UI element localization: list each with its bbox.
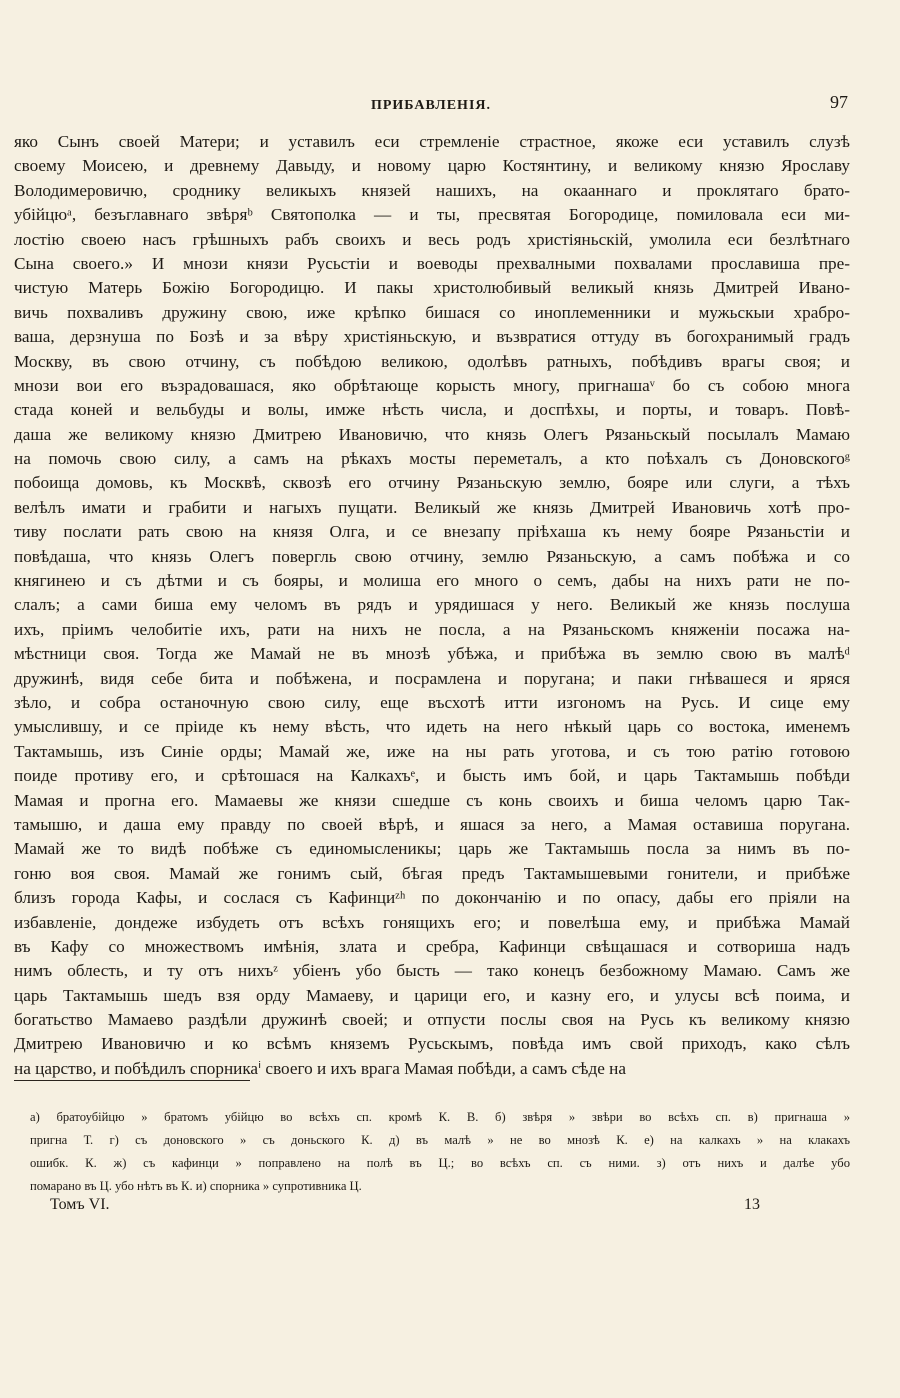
text-line: дружинѣ, видя себе бита и побѣжена, и посрамлена и поругана; и паки гнѣвашеся и яряся [14, 668, 850, 688]
text-line: зѣло, и собра останочную свою силу, еще въсхотѣ итти изгономъ на Русь. И сице ему [14, 692, 850, 712]
footnote-line: а) братоубійцю » братомъ убійцю во всѣхъ сп. кромѣ К. В. б) звѣря » звѣри во всѣхъ сп. в) пригнаша » [30, 1110, 850, 1124]
text-line: слалъ; а сами биша ему челомъ въ рядъ и урядишася у него. Великый же князь послуша [14, 595, 850, 615]
text-line: велѣлъ имати и грабити и нагыхъ пущати. Великый же князь Дмитрей Ивановичь хотѣ про- [14, 497, 850, 517]
text-line: мѣстници своя. Тогда же Мамай не въ мнозѣ убѣжа, и прибѣжа въ землю свою въ малѣᵈ [14, 644, 850, 664]
text-line: Дмитрею Ивановичю и ко всѣмъ княземъ Русьскымъ, повѣда имъ свой приходъ, како сѣлъ [14, 1034, 850, 1054]
text-line: своему Моисею, и древнему Давыду, и новому царю Костянтину, и великому князю Ярославу [14, 156, 850, 176]
text-line: ихъ, пріимъ челобитіе ихъ, рати на нихъ не посла, а на Рязаньскомъ княженіи посажа на- [14, 619, 850, 639]
text-line: богатьство Мамаево раздѣли дружинѣ своей; и отпусти послы своя на Русь къ великому князю [14, 1010, 850, 1030]
text-line: гоню воя своя. Мамай же гонимъ сый, бѣгая предъ Тактамышевыми гонители, и прибѣже [14, 863, 850, 883]
footnote-line: ошибк. К. ж) съ кафинци » поправлено на полѣ въ Ц.; во всѣхъ сп. съ ними. з) отъ нихъ и далѣе убо [30, 1156, 850, 1170]
text-line: поиде противу его, и срѣтошася на Калкахъᵉ, и бысть имъ бой, и царь Тактамышь побѣди [14, 766, 850, 786]
text-line: повѣдаша, что князь Олегъ повергль свою отчину, землю Рязаньскую, а самъ побѣжа и со [14, 546, 850, 566]
text-line: яко Сынъ своей Матери; и уставилъ еси стремленіе страстное, якоже еси уставилъ слузѣ [14, 132, 850, 151]
text-line: княгинею и съ дѣтми и съ бояры, и молиша его много о семъ, дабы на нихъ рати не по- [14, 571, 850, 591]
page-footer [14, 1196, 850, 1218]
footnotes [30, 1106, 850, 1198]
footnote-line: помарано въ Ц. убо нѣтъ въ К. и) спорника » супротивника Ц. [30, 1179, 362, 1193]
running-head: ПРИБАВЛЕНІЯ. [370, 98, 492, 113]
body-text [14, 130, 850, 1081]
signature-mark: 13 [744, 1196, 760, 1213]
text-line: нимъ облесть, и ту отъ нихъᶻ убіенъ убо бысть — тако конецъ безбожному Мамаю. Самъ же [14, 961, 850, 981]
text-line: Володимеровичю, сроднику великыхъ князей нашихъ, на окааннаго и проклятаго брато- [14, 180, 850, 200]
footnote-line: пригна Т. г) съ доновского » съ доньского К. д) въ малѣ » не во мнозѣ К. е) на калкахъ » на клакахъ [30, 1133, 850, 1147]
text-line: Сына своего.» И мнози князи Русьстіи и воеводы прехвалными похвалами прославиша пре- [14, 253, 850, 273]
text-line: побоища домовь, къ Москвѣ, сквозѣ его отчину Рязаньскую землю, бояре или слуги, а тѣхъ [14, 473, 850, 493]
text-line: мнози вои его възрадовашася, яко обрѣтающе корысть многу, пригнашаᵛ бо съ собою многа [14, 375, 850, 395]
text-line: въ Кафу со множествомъ имѣнія, злата и сребра, Кафинци свѣщашася и сотвориша надъ [14, 936, 850, 956]
text-line: стада коней и вельбуды и волы, имже нѣсть числа, и доспѣхы, и порты, и товаръ. Повѣ- [14, 400, 850, 420]
text-line: лостію своею насъ грѣшныхъ рабъ своихъ и весь родъ христіяньскій, умолила еси безлѣтнаго [14, 229, 850, 249]
text-line: царь Тактамышь шедъ взя орду Мамаеву, и царици его, и казну его, и улусы всѣ поима, и [14, 985, 850, 1005]
page-number: 97 [830, 92, 848, 112]
text-line: Москву, въ свою отчину, съ побѣдою великою, одолѣвъ ратныхъ, побѣдивъ врагы своя; и [14, 351, 850, 371]
text-line: умыслившу, и се пріиде къ нему вѣсть, что идеть на него нѣкый царь со востока, именемъ [14, 717, 850, 737]
text-line: на помочь свою силу, а самъ на рѣкахъ мосты переметалъ, а кто поѣхалъ съ Доновскогоᵍ [14, 449, 850, 469]
footnote-rule [14, 1080, 250, 1081]
text-line: избавленіе, дондеже избудеть отъ всѣхъ гонящихъ его; и повелѣша ему, и прибѣжа Мамай [14, 912, 850, 932]
text-line: тамышю, и даша ему правду по своей вѣрѣ, и яшася за него, а Мамая оставиша поругана. [14, 814, 850, 834]
text-line: Мамая и прогна его. Мамаевы же князи сшедше съ конь своихъ и биша челомъ царю Так- [14, 790, 850, 810]
text-line: вичь похваливъ дружину свою, иже крѣпко бишася со иноплеменники и мужьскыи храбро- [14, 302, 850, 322]
text-line: Мамай же то видѣ побѣже съ единомысленикы; царь же Тактамышь посла за нимъ въ по- [14, 839, 850, 859]
text-line: Тактамышь, изъ Синіе орды; Мамай же, иже на ны рать уготова, и съ тою ратію готовою [14, 741, 850, 761]
text-line: убійцюᵃ, безъглавнаго звѣряᵇ Святополка — и ты, пресвятая Богородице, помиловала еси ми- [14, 205, 850, 225]
text-line: тиву послати рать свою на князя Олга, и се внезапу пріѣхаша къ нему бояре Рязаньстіи и [14, 522, 850, 542]
text-line: на царство, и побѣдилъ спорникаⁱ своего и ихъ врага Мамая побѣди, а самъ сѣде на [14, 1058, 626, 1078]
text-line: близъ города Кафы, и сослася съ Кафинциᶻʰ по докончанію и по опасу, дабы его пріяли на [14, 888, 850, 908]
text-line: ваша, дерзнуша по Бозѣ и за вѣру христіяньскую, и възвратися оттуду въ богохранимый градъ [14, 327, 850, 347]
page-header [14, 92, 848, 118]
tome-label: Томъ VI. [50, 1196, 110, 1213]
text-line: чистую Матерь Божію Богородицю. И пакы христолюбивый великый князь Дмитрей Ивано- [14, 278, 850, 298]
text-line: даша же великому князю Дмитрею Ивановичю, что князь Олегъ Рязаньскый посылалъ Мамаю [14, 424, 850, 444]
